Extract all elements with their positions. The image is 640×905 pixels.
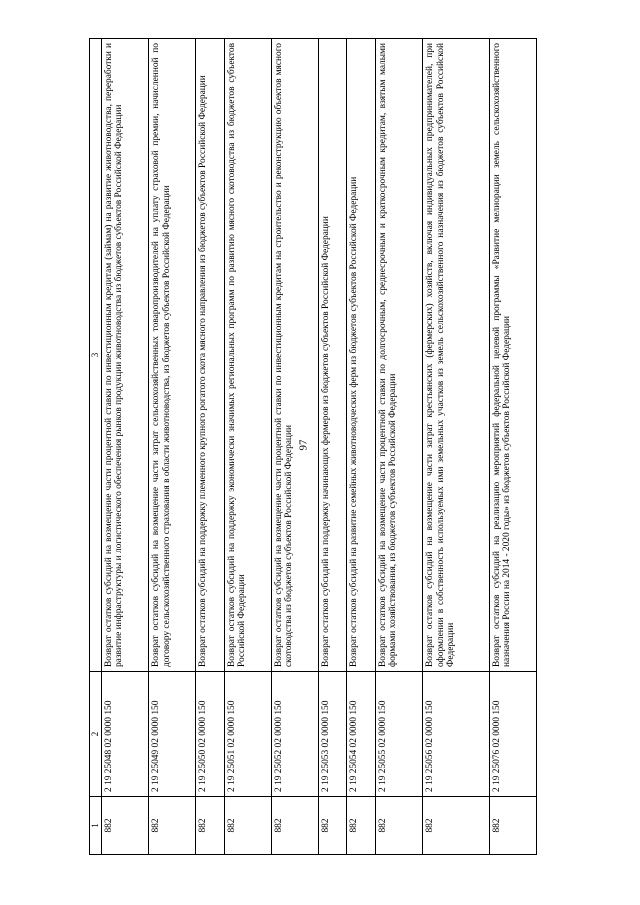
table-row [196, 39, 224, 855]
admin-code-cell: 882 [196, 797, 224, 855]
admin-code-cell: 882 [319, 797, 347, 855]
budget-code-cell: 2 19 25050 02 0000 150 [196, 672, 224, 797]
admin-code-cell: 882 [375, 797, 422, 855]
table-row [319, 39, 347, 855]
description-cell: Возврат остатков субсидий на поддержку начинающих фермеров из бюджетов субъектов Российской Федерации [319, 39, 347, 672]
table-row [423, 39, 490, 855]
table-row [224, 39, 271, 855]
description-cell: Возврат остатков субсидий на возмещение части процентной ставки по инвестиционным кредитам (займам) на развитие животноводства, переработки и развитие инфраструктуры и логистического обеспечения рынков продукции животноводства из бюджетов субъектов Российской Федерации [101, 39, 148, 672]
table-row [347, 39, 375, 855]
header-col-1: 1 [90, 797, 102, 855]
header-col-3: 3 [90, 39, 102, 672]
description-cell: Возврат остатков субсидий на поддержку экономически значимых региональных программ по развитию мясного скотоводства из бюджетов субъектов Российской Федерации [224, 39, 271, 672]
budget-code-cell: 2 19 25055 02 0000 150 [375, 672, 422, 797]
table-row [148, 39, 195, 855]
admin-code-cell: 882 [148, 797, 195, 855]
table-row [101, 39, 148, 855]
description-cell: Возврат остатков субсидий на поддержку племенного крупного рогатого скота мясного направления из бюджетов субъектов Российской Федерации [196, 39, 224, 672]
admin-code-cell: 882 [423, 797, 490, 855]
description-cell: Возврат остатков субсидий на возмещение части затрат крестьянских (фермерских) хозяйств, включая индивидуальных предпринимателей, при оформлении в собственность используемых ими земельных участков из земель сельскохозяйственного назначения из бюджетов субъектов Российской Федерации [423, 39, 490, 672]
description-cell: Возврат остатков субсидий на возмещение части процентной ставки по долгосрочным, среднесрочным и краткосрочным кредитам, взятым малыми формами хозяйствования, из бюджетов субъектов Российской Федерации [375, 39, 422, 672]
admin-code-cell: 882 [271, 797, 318, 855]
budget-code-cell: 2 19 25054 02 0000 150 [347, 672, 375, 797]
budget-code-cell: 2 19 25052 02 0000 150 [271, 672, 318, 797]
admin-code-cell: 882 [224, 797, 271, 855]
description-cell: Возврат остатков субсидий на возмещение части процентной ставки по инвестиционным кредитам на строительство и реконструкцию объектов мясного скотоводства из бюджетов субъектов Российской Федерации [271, 39, 318, 672]
budget-code-cell: 2 19 25053 02 0000 150 [319, 672, 347, 797]
header-col-2: 2 [90, 672, 102, 797]
budget-codes-table [89, 38, 537, 855]
budget-codes-table-container [89, 39, 537, 855]
budget-code-cell: 2 19 25048 02 0000 150 [101, 672, 148, 797]
admin-code-cell: 882 [101, 797, 148, 855]
admin-code-cell: 882 [489, 797, 536, 855]
budget-code-cell: 2 19 25049 02 0000 150 [148, 672, 195, 797]
admin-code-cell: 882 [347, 797, 375, 855]
table-row [489, 39, 536, 855]
table-header-row [90, 39, 102, 855]
description-cell: Возврат остатков субсидий на возмещение части затрат сельскохозяйственных товаропроизводителей на уплату страховой премии, начисленной по договору сельскохозяйственного страхования в области животноводства, из бюджетов субъектов Российской Федерации [148, 39, 195, 672]
page-number: 97 [297, 439, 310, 451]
budget-code-cell: 2 19 25056 02 0000 150 [423, 672, 490, 797]
table-row [271, 39, 318, 855]
table-row [375, 39, 422, 855]
budget-code-cell: 2 19 25051 02 0000 150 [224, 672, 271, 797]
description-cell: Возврат остатков субсидий на развитие семейных животноводческих ферм из бюджетов субъектов Российской Федерации [347, 39, 375, 672]
budget-code-cell: 2 19 25076 02 0000 150 [489, 672, 536, 797]
description-cell: Возврат остатков субсидий на реализацию мероприятий федеральной целевой программы «Развитие мелиорации земель сельскохозяйственного назначения России на 2014 - 2020 годы» из бюджетов субъектов Российской Федерации [489, 39, 536, 672]
